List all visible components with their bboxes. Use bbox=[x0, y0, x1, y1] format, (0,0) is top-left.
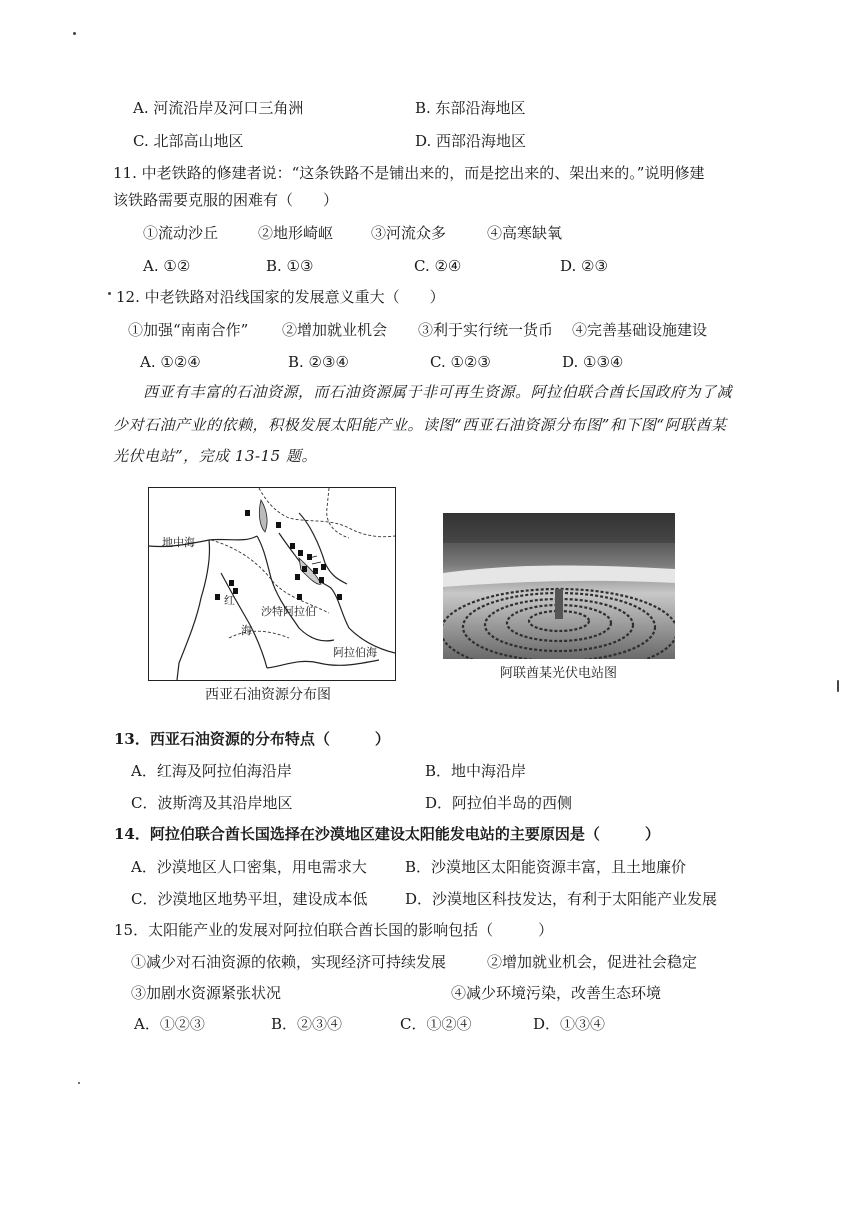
q12-option-a: A. ①②④ bbox=[140, 353, 201, 371]
passage-line1: 西亚有丰富的石油资源，而石油资源属于非可再生资源。阿拉伯联合酋长国政府为了减 bbox=[143, 383, 733, 401]
passage-line2: 少对石油产业的依赖，积极发展太阳能产业。读图“西亚石油资源分布图”和下图“阿联酋某 bbox=[113, 416, 727, 434]
q11-option-d: D. ②③ bbox=[560, 257, 608, 275]
q13-option-c: C．波斯湾及其沿岸地区 bbox=[131, 794, 293, 812]
q14-option-d: D．沙漠地区科技发达，有利于太阳能产业发展 bbox=[405, 890, 718, 908]
q13-option-b: B．地中海沿岸 bbox=[425, 762, 527, 780]
q13-option-a: A．红海及阿拉伯海沿岸 bbox=[131, 762, 292, 780]
q15-item-1: ①减少对石油资源的依赖，实现经济可持续发展 bbox=[131, 953, 447, 971]
q14-stem: 14．阿拉伯联合酋长国选择在沙漠地区建设太阳能发电站的主要原因是（ ） bbox=[114, 825, 660, 843]
q11-item-2: ②地形崎岖 bbox=[258, 224, 334, 242]
map-caption: 西亚石油资源分布图 bbox=[205, 687, 331, 703]
q11-option-a: A. ①② bbox=[143, 257, 191, 275]
q12-item-4: ④完善基础设施建设 bbox=[572, 321, 708, 339]
q11-item-1: ①流动沙丘 bbox=[143, 224, 219, 242]
q11-stem-line2: 该铁路需要克服的困难有（ ） bbox=[113, 191, 339, 209]
map-label-mediterranean: 地中海 bbox=[162, 536, 195, 549]
map-label-red-sea-1: 红 bbox=[224, 594, 235, 607]
solar-plant-photo bbox=[443, 513, 675, 659]
q12-option-c: C. ①②③ bbox=[430, 353, 491, 371]
q14-option-c: C．沙漠地区地势平坦，建设成本低 bbox=[131, 890, 368, 908]
q14-option-a: A．沙漠地区人口密集，用电需求大 bbox=[131, 858, 367, 876]
q11-option-b: B. ①③ bbox=[266, 257, 314, 275]
q15-item-4: ④减少环境污染，改善生态环境 bbox=[451, 984, 662, 1002]
q15-option-c: C．①②④ bbox=[400, 1015, 472, 1033]
q11-option-c: C. ②④ bbox=[414, 257, 462, 275]
photo-caption: 阿联酋某光伏电站图 bbox=[500, 666, 618, 681]
q15-option-d: D．①③④ bbox=[533, 1015, 606, 1033]
scan-speck bbox=[78, 1082, 80, 1084]
q12-stem: 12. 中老铁路对沿线国家的发展意义重大（ ） bbox=[116, 288, 445, 306]
map-label-arabian-sea: 阿拉伯海 bbox=[333, 646, 377, 659]
q12-option-b: B. ②③④ bbox=[288, 353, 349, 371]
q10-option-b: B. 东部沿海地区 bbox=[415, 99, 526, 117]
q13-option-d: D．阿拉伯半岛的西侧 bbox=[425, 794, 573, 812]
map-label-saudi-arabia: 沙特阿拉伯 bbox=[261, 605, 316, 618]
q11-stem-line1: 11. 中老铁路的修建者说：“这条铁路不是铺出来的，而是挖出来的、架出来的。”说明修建 bbox=[113, 164, 705, 182]
west-asia-oil-map bbox=[148, 487, 396, 681]
map-label-red-sea-2: 海 bbox=[241, 624, 252, 637]
q15-option-b: B．②③④ bbox=[271, 1015, 343, 1033]
q13-stem: 13．西亚石油资源的分布特点（ ） bbox=[114, 730, 390, 748]
q12-item-3: ③利于实行统一货币 bbox=[418, 321, 554, 339]
q15-item-3: ③加剧水资源紧张状况 bbox=[131, 984, 282, 1002]
q10-option-a: A. 河流沿岸及河口三角洲 bbox=[133, 99, 304, 117]
q15-option-a: A．①②③ bbox=[134, 1015, 205, 1033]
scan-speck bbox=[837, 680, 839, 692]
scan-speck bbox=[108, 292, 111, 295]
q12-option-d: D. ①③④ bbox=[562, 353, 624, 371]
q15-item-2: ②增加就业机会，促进社会稳定 bbox=[487, 953, 698, 971]
q14-option-b: B．沙漠地区太阳能资源丰富，且土地廉价 bbox=[405, 858, 687, 876]
q12-item-2: ②增加就业机会 bbox=[282, 321, 388, 339]
photo-drawing bbox=[443, 513, 675, 659]
q11-item-4: ④高寒缺氧 bbox=[487, 224, 563, 242]
passage-line3: 光伏电站”，完成 13-15 题。 bbox=[113, 447, 317, 465]
q12-item-1: ①加强“南南合作” bbox=[128, 321, 249, 339]
q15-stem: 15．太阳能产业的发展对阿拉伯联合酋长国的影响包括（ ） bbox=[114, 921, 554, 939]
q11-item-3: ③河流众多 bbox=[371, 224, 447, 242]
scan-speck bbox=[73, 32, 76, 35]
q10-option-c: C. 北部高山地区 bbox=[133, 132, 244, 150]
q10-option-d: D. 西部沿海地区 bbox=[415, 132, 527, 150]
